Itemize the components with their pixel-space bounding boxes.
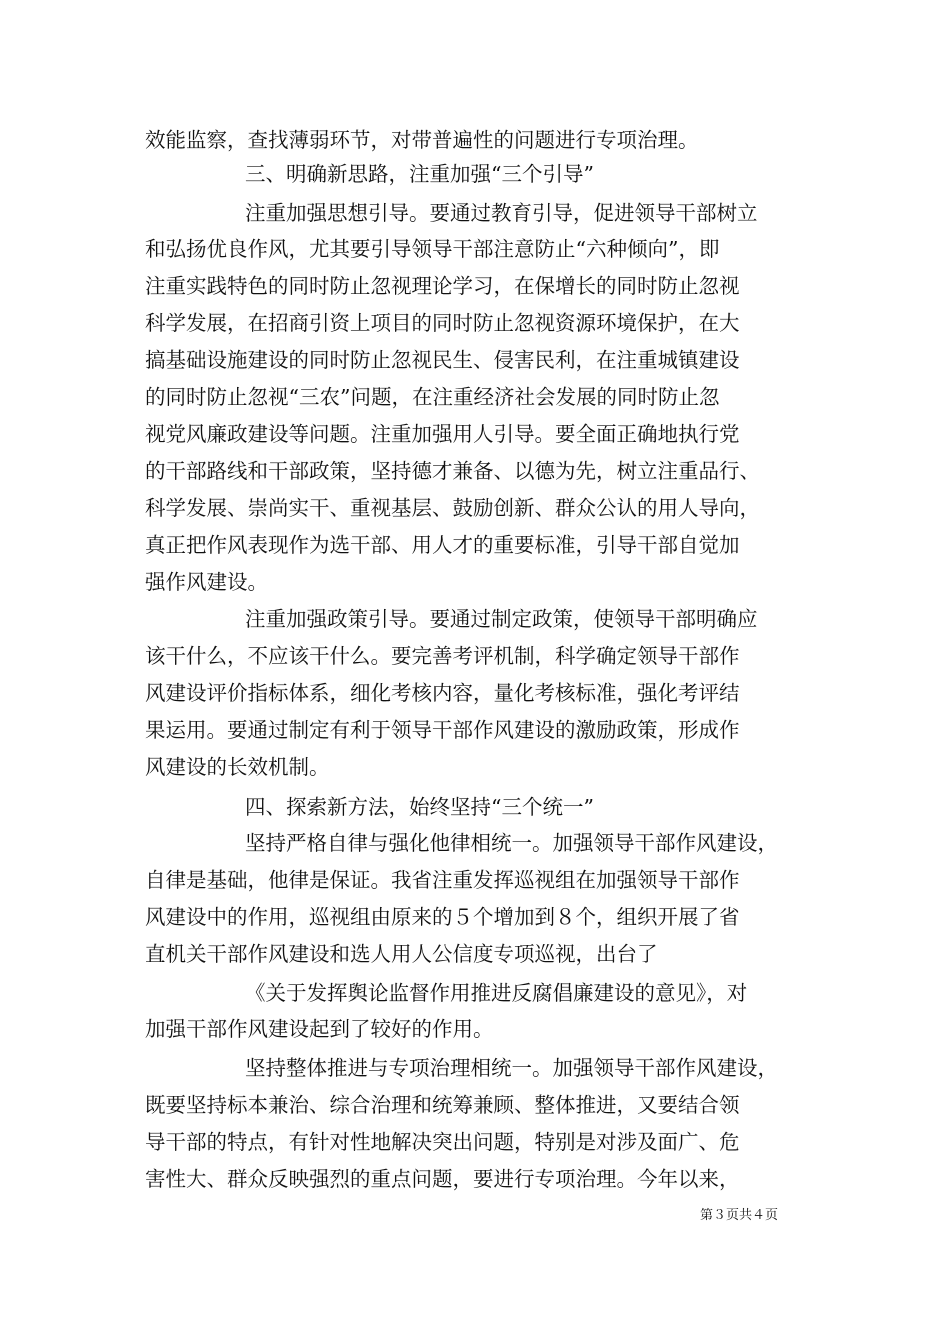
text-line: 导干部的特点，有针对性地解决突出问题，特别是对涉及面广、危 [145,1130,740,1154]
text-line: 风建设中的作用，巡视组由原来的５个增加到８个，组织开展了省 [145,905,740,929]
section-heading: 四、探索新方法，始终坚持“三个统一” [245,795,594,819]
text-line: 的干部路线和干部政策，坚持德才兼备、以德为先，树立注重品行、 [145,459,760,483]
text-line: 《关于发挥舆论监督作用推进反腐倡廉建设的意见》，对 [245,981,748,1005]
text-line: 该干什么，不应该干什么。要完善考评机制，科学确定领导干部作 [145,644,740,668]
text-line: 效能监察，查找薄弱环节，对带普遍性的问题进行专项治理。 [145,128,699,152]
text-line: 强作风建设。 [145,570,268,594]
text-line: 风建设评价指标体系，细化考核内容，量化考核标准，强化考评结 [145,681,740,705]
text-line: 坚持整体推进与专项治理相统一。加强领导干部作风建设， [245,1056,778,1080]
text-line: 搞基础设施建设的同时防止忽视民生、侵害民利，在注重城镇建设 [145,348,740,372]
text-line: 风建设的长效机制。 [145,755,330,779]
text-line: 科学发展、崇尚实干、重视基层、鼓励创新、群众公认的用人导向， [145,496,760,520]
text-line: 和弘扬优良作风，尤其要引导领导干部注意防止“六种倾向”，即 [145,237,720,261]
text-line: 注重实践特色的同时防止忽视理论学习，在保增长的同时防止忽视 [145,274,740,298]
text-line: 既要坚持标本兼治、综合治理和统筹兼顾、整体推进，又要结合领 [145,1093,740,1117]
text-line: 果运用。要通过制定有利于领导干部作风建设的激励政策，形成作 [145,718,740,742]
text-line: 坚持严格自律与强化他律相统一。加强领导干部作风建设， [245,831,778,855]
text-line: 注重加强思想引导。要通过教育引导，促进领导干部树立 [245,201,758,225]
text-line: 视党风廉政建设等问题。注重加强用人引导。要全面正确地执行党 [145,422,740,446]
text-line: 的同时防止忽视“三农”问题，在注重经济社会发展的同时防止忽 [145,385,720,409]
text-line: 真正把作风表现作为选干部、用人才的重要标准，引导干部自觉加 [145,533,740,557]
text-line: 自律是基础，他律是保证。我省注重发挥巡视组在加强领导干部作 [145,868,740,892]
text-line: 害性大、群众反映强烈的重点问题，要进行专项治理。今年以来， [145,1167,740,1191]
section-heading: 三、明确新思路，注重加强“三个引导” [245,162,594,186]
page-number: 第３页共４页 [700,1208,779,1223]
text-line: 注重加强政策引导。要通过制定政策，使领导干部明确应 [245,607,758,631]
text-line: 加强干部作风建设起到了较好的作用。 [145,1017,494,1041]
text-line: 直机关干部作风建设和选人用人公信度专项巡视，出台了 [145,942,658,966]
text-line: 科学发展，在招商引资上项目的同时防止忽视资源环境保护，在大 [145,311,740,335]
